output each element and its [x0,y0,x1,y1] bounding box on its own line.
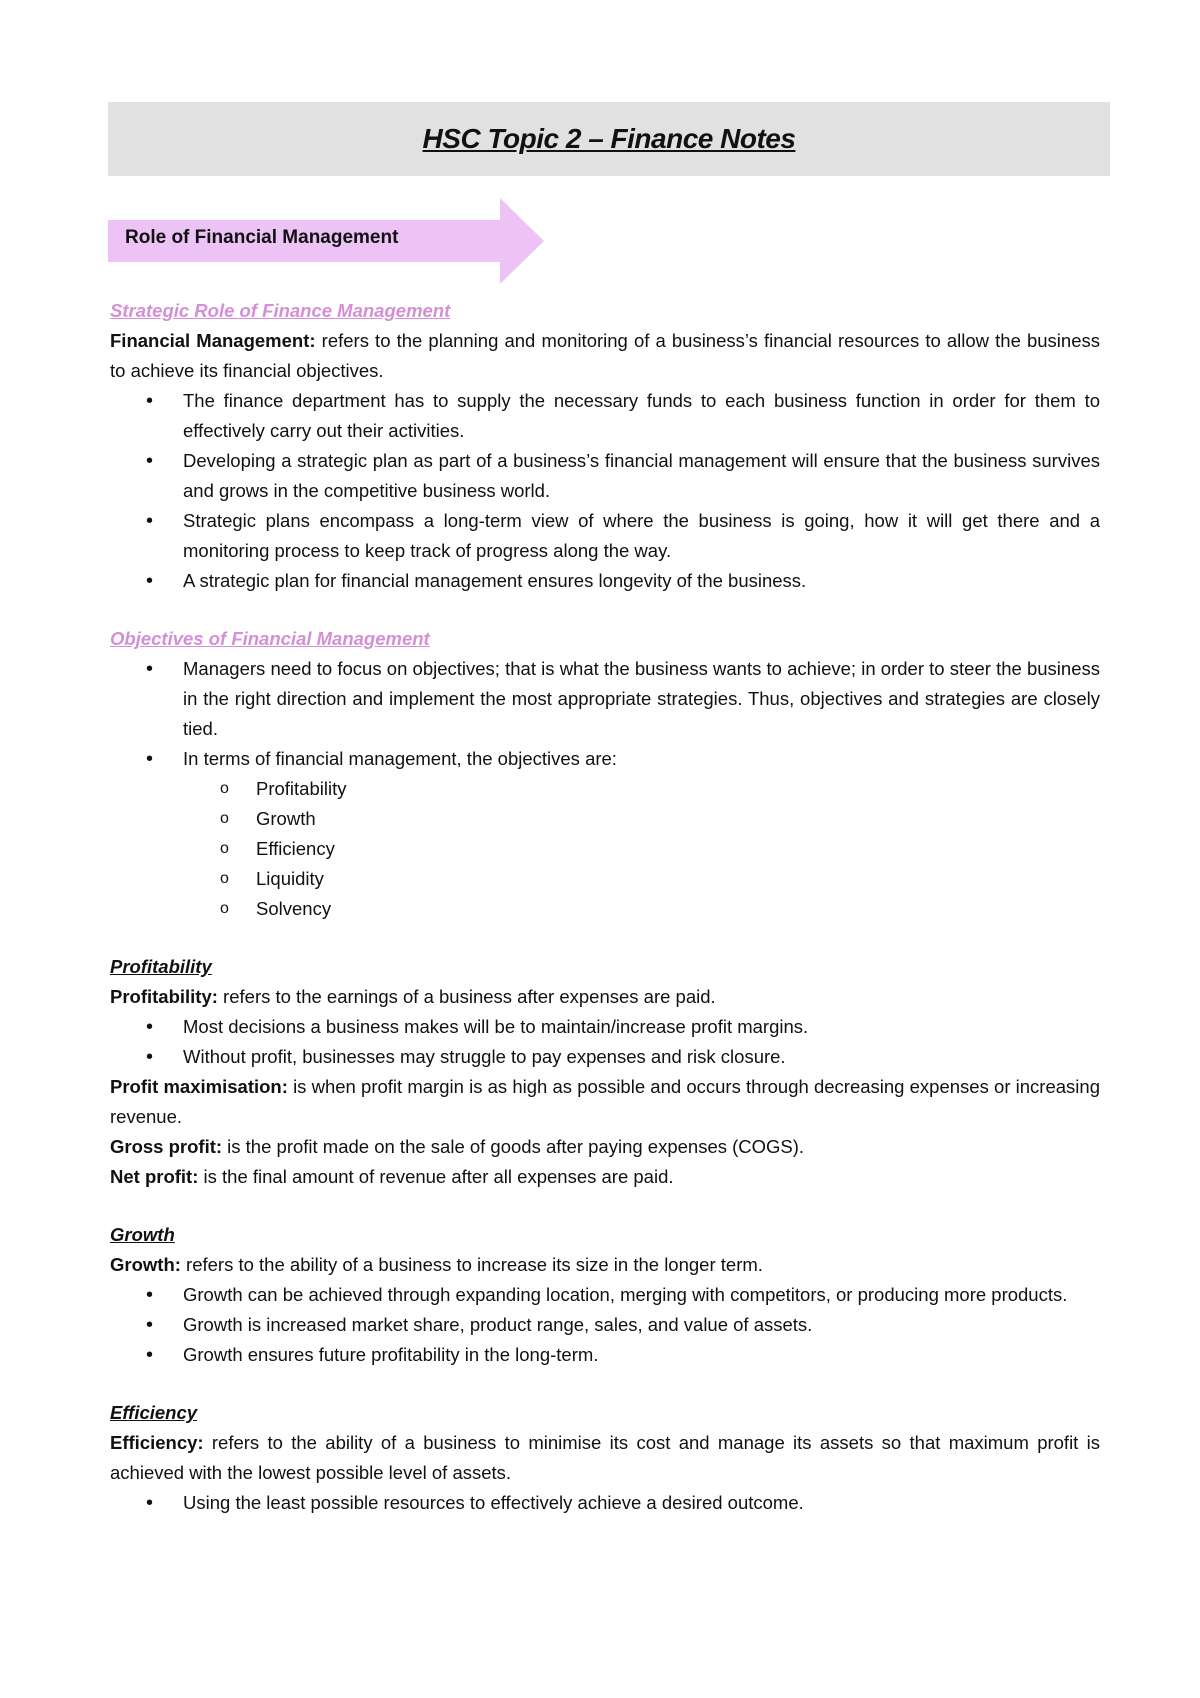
definition-efficiency [110,1428,1100,1488]
bullet-list-objectives [110,654,1100,774]
definition-text: refers to the ability of a business to increase its size in the longer term. [180,1254,763,1275]
definition-profit-maximisation [110,1072,1100,1132]
definition-text: is when profit margin is as high as possible and occurs through decreasing expenses or increasing revenue. [110,1076,1100,1127]
heading-strategic-role: Strategic Role of Finance Management [110,300,451,321]
list-item: • Growth can be achieved through expanding location, merging with competitors, or producing more products. [110,1280,1100,1310]
definition-term: Financial Management: [110,330,316,351]
list-item: • Managers need to focus on objectives; that is what the business wants to achieve; in order to steer the business in the right direction and implement the most appropriate strategies. Thus, objectives and strategies are closely tied. [110,654,1100,744]
bullet-list-strategic [110,386,1100,596]
section-banner-label: Role of Financial Management [125,227,399,248]
sub-list-item: o Efficiency [110,834,1100,864]
sub-list-objectives [110,774,1100,924]
definition-text: is the final amount of revenue after all expenses are paid. [198,1166,674,1187]
definition-term: Growth: [110,1254,181,1275]
definition-term: Gross profit: [110,1136,223,1157]
section-arrow-banner [108,198,544,284]
definition-term: Efficiency: [110,1432,204,1453]
bullet-list-growth [110,1280,1100,1370]
sub-list-item: o Profitability [110,774,1100,804]
list-item: • Growth is increased market share, product range, sales, and value of assets. [110,1310,1100,1340]
list-item: • Growth ensures future profitability in the long-term. [110,1340,1100,1370]
definition-text: refers to the ability of a business to minimise its cost and manage its assets so that maximum profit is achieved with the lowest possible level of assets. [110,1432,1100,1483]
definition-financial-management [110,326,1100,386]
definition-net-profit [110,1162,1100,1192]
bullet-list-profitability [110,1012,1100,1072]
sub-list-item: o Solvency [110,894,1100,924]
list-item: • In terms of financial management, the objectives are: [110,744,1100,774]
definition-term: Profitability: [110,986,218,1007]
list-item: • Without profit, businesses may struggle to pay expenses and risk closure. [110,1042,1100,1072]
title-banner [108,102,1110,176]
bullet-list-efficiency [110,1488,1100,1518]
definition-growth [110,1250,1100,1280]
heading-profitability: Profitability [110,956,212,977]
list-item: • The finance department has to supply the necessary funds to each business function in order for them to effectively carry out their activities. [110,386,1100,446]
definition-term: Profit maximisation: [110,1076,288,1097]
page-title: HSC Topic 2 – Finance Notes [422,123,796,154]
list-item: • Strategic plans encompass a long-term view of where the business is going, how it will get there and a monitoring process to keep track of progress along the way. [110,506,1100,566]
list-item: • A strategic plan for financial management ensures longevity of the business. [110,566,1100,596]
definition-profitability [110,982,1100,1012]
heading-objectives: Objectives of Financial Management [110,628,430,649]
list-item: • Using the least possible resources to effectively achieve a desired outcome. [110,1488,1100,1518]
sub-list-item: o Growth [110,804,1100,834]
heading-growth: Growth [110,1224,175,1245]
document-body [110,296,1100,1518]
list-item: • Developing a strategic plan as part of a business’s financial management will ensure that the business survives and grows in the competitive business world. [110,446,1100,506]
definition-text: refers to the earnings of a business after expenses are paid. [217,986,716,1007]
heading-efficiency: Efficiency [110,1402,198,1423]
definition-text: refers to the planning and monitoring of a business’s financial resources to allow the business to achieve its financial objectives. [110,330,1100,381]
definition-text: is the profit made on the sale of goods after paying expenses (COGS). [222,1136,805,1157]
sub-list-item: o Liquidity [110,864,1100,894]
definition-gross-profit [110,1132,1100,1162]
list-item: • Most decisions a business makes will be to maintain/increase profit margins. [110,1012,1100,1042]
definition-term: Net profit: [110,1166,199,1187]
